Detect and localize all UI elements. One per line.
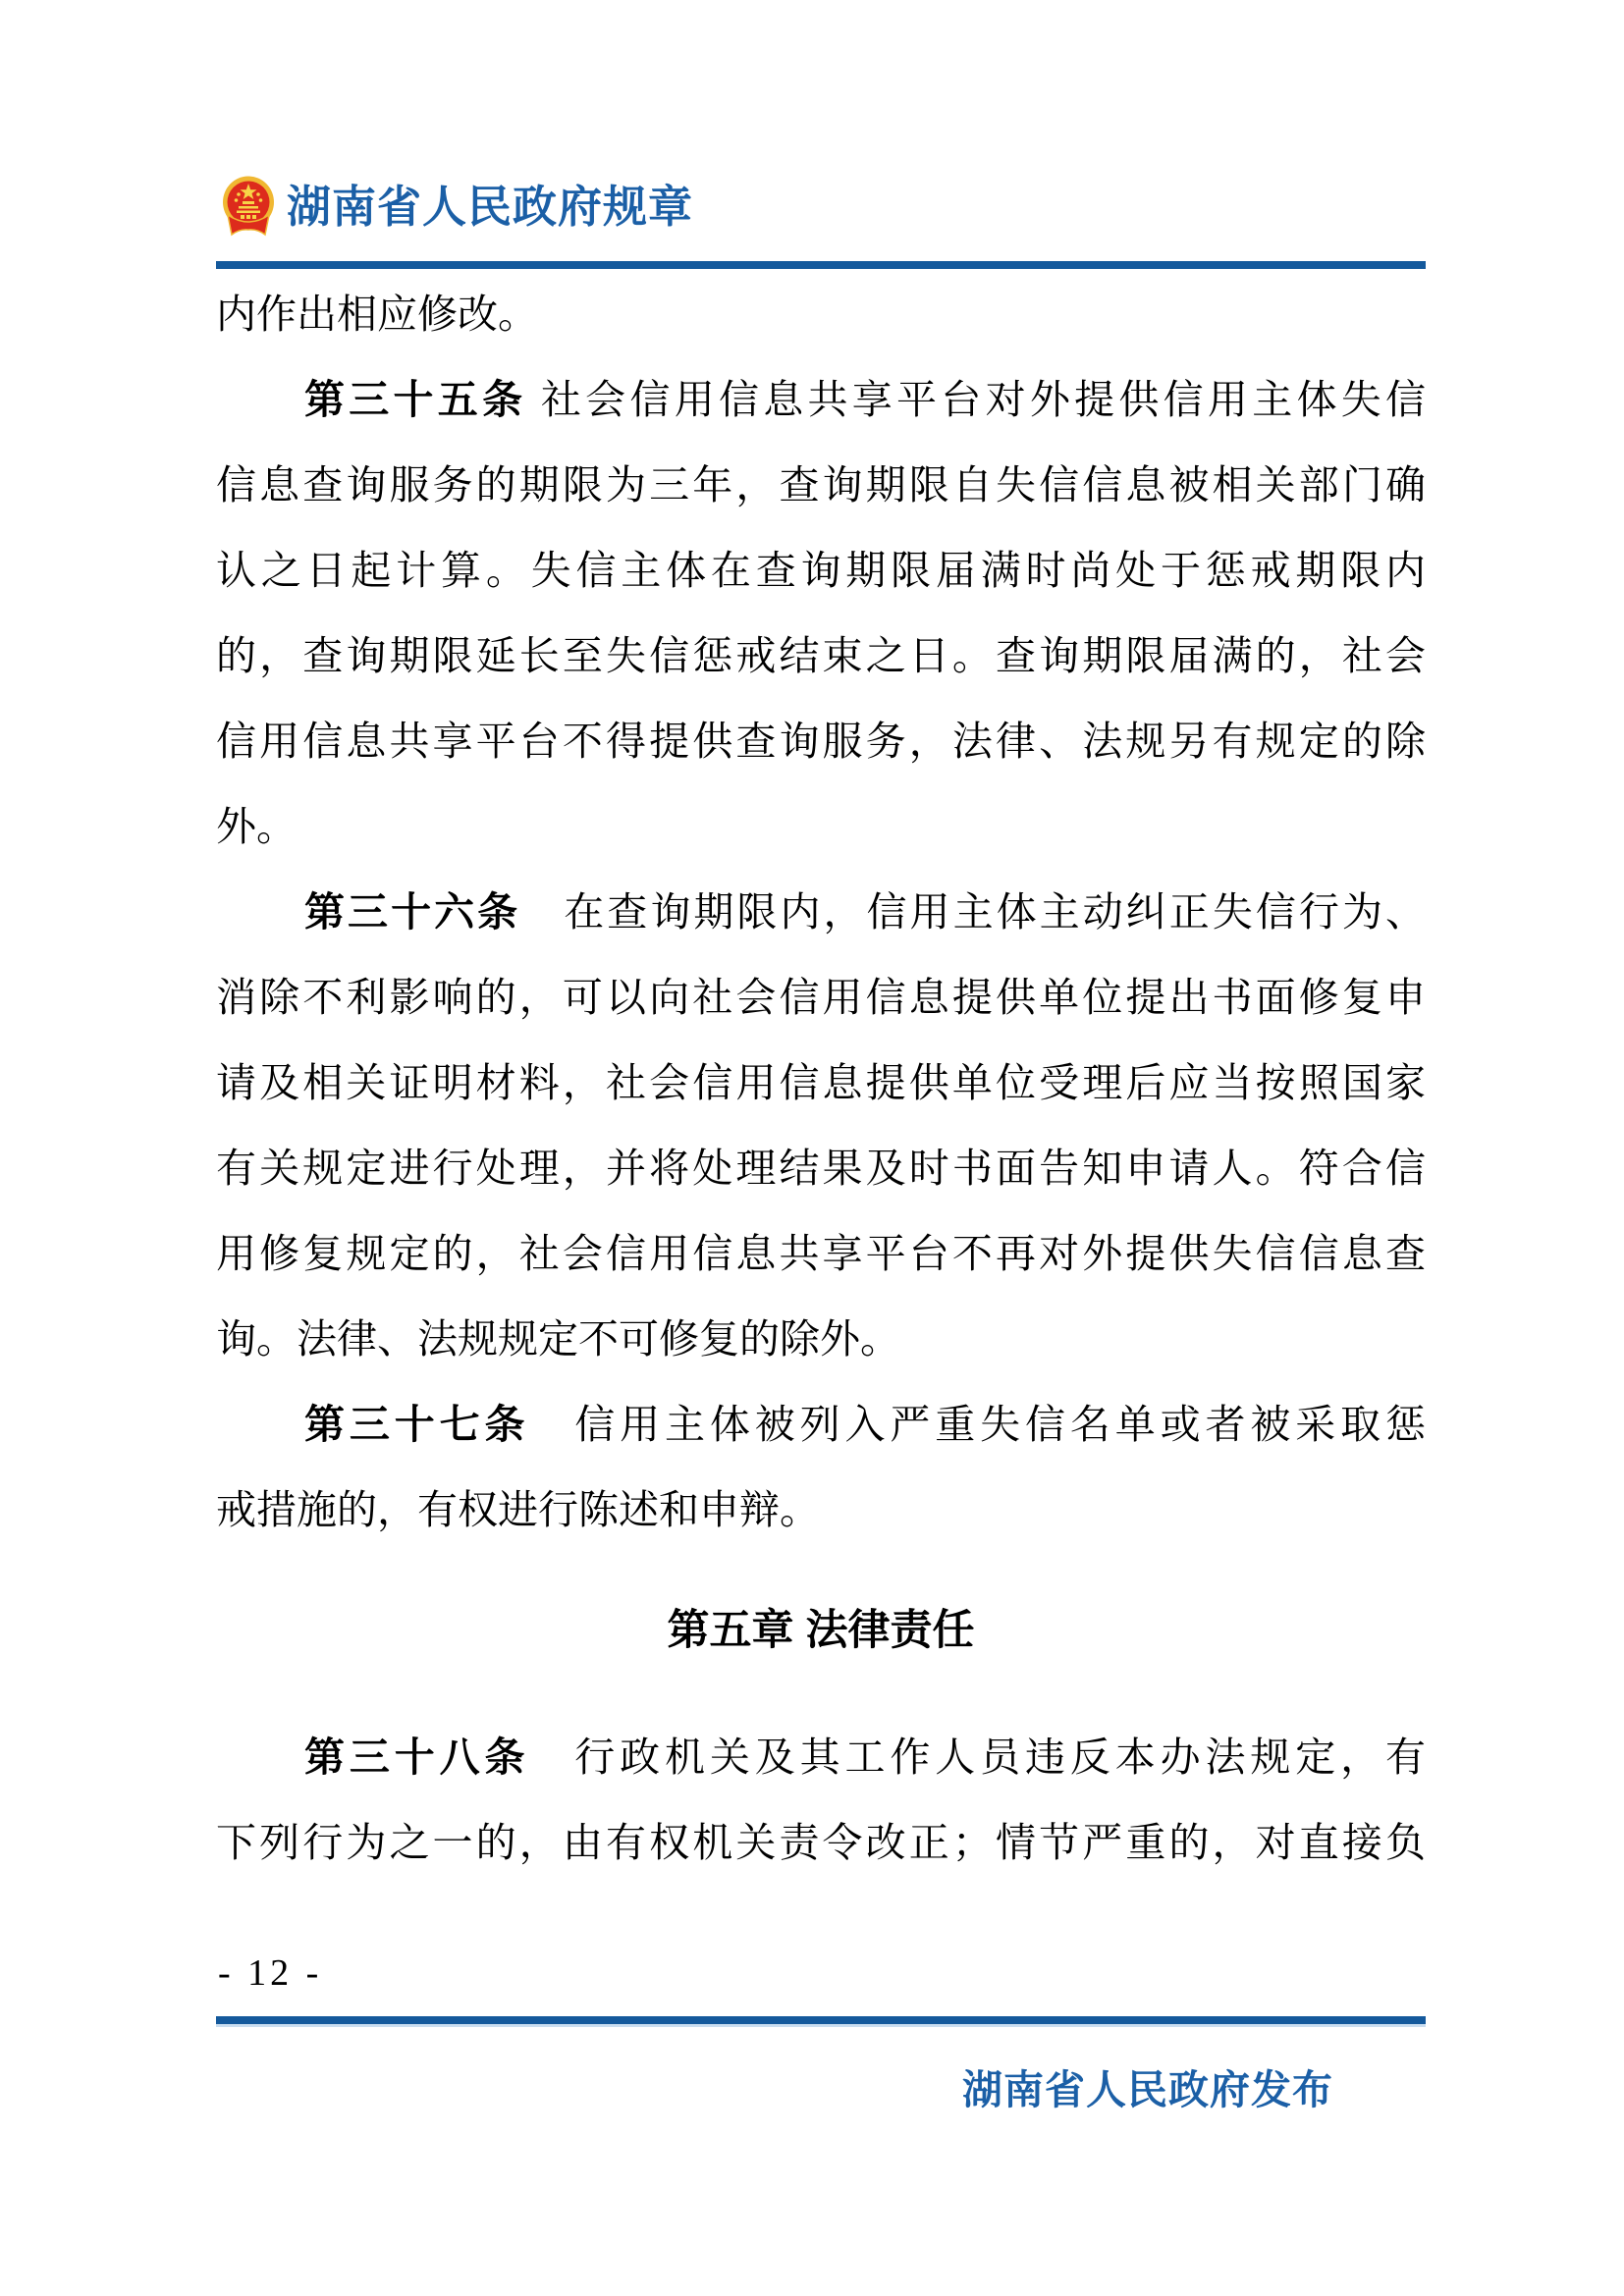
national-emblem-icon <box>222 176 275 239</box>
text-line: 信息查询服务的期限为三年，查询期限自失信信息被相关部门确 <box>216 462 1426 507</box>
text-line: 戒措施的，有权进行陈述和申辩。 <box>216 1487 820 1532</box>
text-line: 认之日起计算。失信主体在查询期限届满时尚处于惩戒期限内 <box>216 548 1426 593</box>
footer-rule-divider <box>216 2016 1426 2024</box>
text-line: 第三十八条 行政机关及其工作人员违反本办法规定，有 <box>304 1735 1426 1780</box>
text-line: 第三十七条 信用主体被列入严重失信名单或者被采取惩 <box>304 1402 1426 1447</box>
text-line: 下列行为之一的，由有权机关责令改正；情节严重的，对直接负 <box>216 1820 1426 1865</box>
chapter-heading: 第五章 法律责任 <box>667 1607 975 1654</box>
header-rule-divider <box>216 261 1426 269</box>
text-line: 用修复规定的，社会信用信息共享平台不再对外提供失信信息查 <box>216 1231 1426 1276</box>
text-line: 第三十六条 在查询期限内，信用主体主动纠正失信行为、 <box>304 889 1427 934</box>
page-header <box>222 175 693 240</box>
text-line: 第三十五条 社会信用信息共享平台对外提供信用主体失信 <box>304 377 1427 422</box>
text-line: 内作出相应修改。 <box>216 292 538 337</box>
page-number: - 12 - <box>218 1952 323 1994</box>
article-number: 第三十八条 <box>304 1735 530 1780</box>
article-number: 第三十六条 <box>304 889 521 934</box>
page-title: 湖南省人民政府规章 <box>287 183 694 232</box>
text-line: 的，查询期限延长至失信惩戒结束之日。查询期限届满的，社会 <box>216 633 1426 678</box>
text-line: 外。 <box>216 804 297 849</box>
text-line: 有关规定进行处理，并将处理结果及时书面告知申请人。符合信 <box>216 1146 1426 1191</box>
article-number: 第三十五条 <box>304 377 527 422</box>
article-number: 第三十七条 <box>304 1402 530 1447</box>
footer-publisher: 湖南省人民政府发布 <box>962 2067 1333 2112</box>
text-line: 请及相关证明材料，社会信用信息提供单位受理后应当按照国家 <box>216 1060 1426 1105</box>
text-line: 信用信息共享平台不得提供查询服务，法律、法规另有规定的除 <box>216 719 1426 764</box>
text-line: 消除不利影响的，可以向社会信用信息提供单位提出书面修复申 <box>216 975 1426 1020</box>
text-line: 询。法律、法规规定不可修复的除外。 <box>216 1316 900 1362</box>
document-body <box>216 272 1426 1886</box>
